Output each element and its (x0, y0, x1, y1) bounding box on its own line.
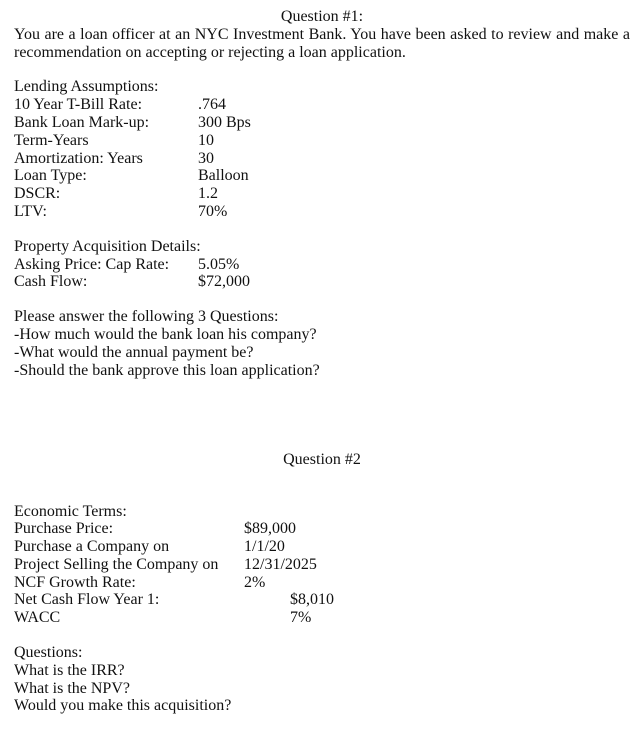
lending-label-ltv: LTV: (14, 203, 47, 220)
property-value-cash-flow: $72,000 (198, 273, 250, 290)
terms-label-sell-date: Project Selling the Company on (14, 556, 219, 573)
property-details-heading: Property Acquisition Details: (14, 238, 201, 255)
terms-label-wacc: WACC (14, 609, 61, 626)
lending-value-loan-type: Balloon (198, 167, 249, 184)
question-2-title: Question #2 (283, 451, 361, 468)
question-1-item: -What would the annual payment be? (14, 344, 254, 361)
question-1-prompt: Please answer the following 3 Questions: (14, 308, 279, 325)
terms-value-wacc: 7% (290, 609, 312, 626)
terms-value-purchase-date: 1/1/20 (244, 538, 285, 555)
terms-label-purchase-date: Purchase a Company on (14, 538, 170, 555)
lending-label-dscr: DSCR: (14, 185, 61, 202)
lending-label-markup: Bank Loan Mark-up: (14, 114, 150, 131)
property-label-cap-rate: Asking Price: Cap Rate: (14, 256, 170, 273)
lending-label-loan-type: Loan Type: (14, 167, 87, 184)
terms-value-net-cash-flow: $8,010 (290, 591, 334, 608)
lending-label-amortization: Amortization: Years (14, 150, 143, 167)
intro-line-1: You are a loan officer at an NYC Investment Bank. You have been asked to review and make a (14, 26, 630, 43)
lending-value-tbill: .764 (198, 96, 226, 113)
lending-value-ltv: 70% (198, 203, 228, 220)
terms-value-growth-rate: 2% (244, 574, 266, 591)
lending-label-term: Term-Years (14, 132, 89, 149)
question-2-item: Would you make this acquisition? (14, 697, 232, 714)
terms-value-purchase-price: $89,000 (244, 520, 296, 537)
property-value-cap-rate: 5.05% (198, 256, 240, 273)
economic-terms-heading: Economic Terms: (14, 503, 127, 520)
question-1-title: Question #1: (280, 8, 364, 25)
question-1-intro (14, 26, 630, 62)
terms-label-net-cash-flow: Net Cash Flow Year 1: (14, 591, 160, 608)
question-1-item: -Should the bank approve this loan application? (14, 362, 320, 379)
question-2-item: What is the NPV? (14, 680, 130, 697)
lending-value-term: 10 (198, 132, 214, 149)
lending-assumptions-heading: Lending Assumptions: (14, 78, 159, 95)
terms-label-growth-rate: NCF Growth Rate: (14, 574, 136, 591)
lending-value-dscr: 1.2 (198, 185, 218, 202)
lending-label-tbill: 10 Year T-Bill Rate: (14, 96, 143, 113)
intro-line-2: recommendation on accepting or rejecting a loan application. (14, 44, 406, 61)
terms-label-purchase-price: Purchase Price: (14, 520, 114, 537)
property-label-cash-flow: Cash Flow: (14, 273, 88, 290)
lending-value-amortization: 30 (198, 150, 214, 167)
terms-value-sell-date: 12/31/2025 (244, 556, 317, 573)
question-2-prompt: Questions: (14, 644, 83, 661)
lending-value-markup: 300 Bps (198, 114, 251, 131)
question-1-item: -How much would the bank loan his company? (14, 326, 317, 343)
question-2-item: What is the IRR? (14, 662, 125, 679)
